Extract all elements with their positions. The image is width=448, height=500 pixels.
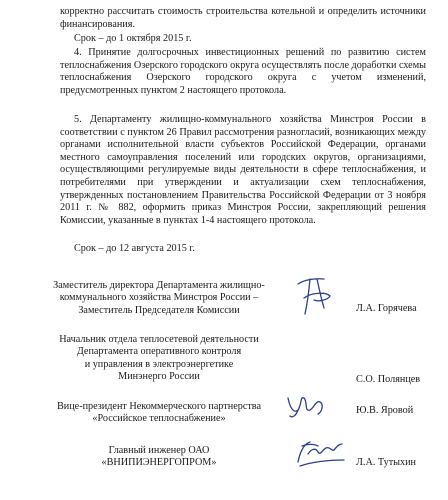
signatory-2-title: Начальник отдела теплосетевой деятельности Департамента оперативного контроля и управления в электроэнергетике Минэнерго России bbox=[59, 334, 259, 383]
signatory-1-title: Заместитель директора Департамента жилищно- коммунального хозяйства Минстроя России – Заместитель Председателя Комиссии bbox=[53, 280, 265, 316]
deadline-october: Срок – до 1 октября 2015 г. bbox=[74, 33, 192, 44]
paragraph-item-4: 4. Принятие долгосрочных инвестиционных решений по развитию систем теплоснабжения Озерского городского округа осуществлять после доработки схемы теплоснабжения Озерского городского округа с учетом изменений, предусмотренных пунктом 2 настоящего протокола. bbox=[60, 47, 426, 96]
signatory-3-title: Вице-президент Некоммерческого партнерства «Российское теплоснабжение» bbox=[56, 401, 262, 425]
signature-goryacheva bbox=[292, 270, 336, 320]
paragraph-continuation: корректно рассчитать стоимость строительства котельной и определить источники финансирования. bbox=[60, 6, 426, 30]
signatory-4-name: Л.А. Тутыхин bbox=[356, 457, 417, 468]
signatory-4-title: Главный инженер ОАО «ВНИПИЭНЕРГОПРОМ» bbox=[101, 445, 217, 469]
signatory-1-name: Л.А. Горячева bbox=[356, 303, 417, 314]
deadline-august: Срок – до 12 августа 2015 г. bbox=[74, 243, 195, 254]
signatory-3-name: Ю.В. Яровой bbox=[356, 405, 414, 416]
signatory-2-name: С.О. Полянцев bbox=[356, 374, 421, 385]
signature-tutykhin bbox=[292, 432, 348, 472]
paragraph-item-5: 5. Департаменту жилищно-коммунального хозяйства Минстроя России в соответствии с пунктом 26 Правил рассмотрения разногласий, возникающих между органами исполнительной власти субъектов Российской Федерации, органами местного самоуправления поселений или городских округов, организациями, осуществляющими регулируемые виды деятельности в сфере теплоснабжения, и потребителями при утверждении и актуализации схем теплоснабжения, утвержденных постановлением Правительства Российской Федерации от 3 ноября 2011 г. № 882, оформить приказ Минстроя России, закрепляющий решения Комиссии, указанные в пунктах 1-4 настоящего протокола. bbox=[60, 114, 426, 226]
signature-yarovoy bbox=[284, 390, 328, 422]
